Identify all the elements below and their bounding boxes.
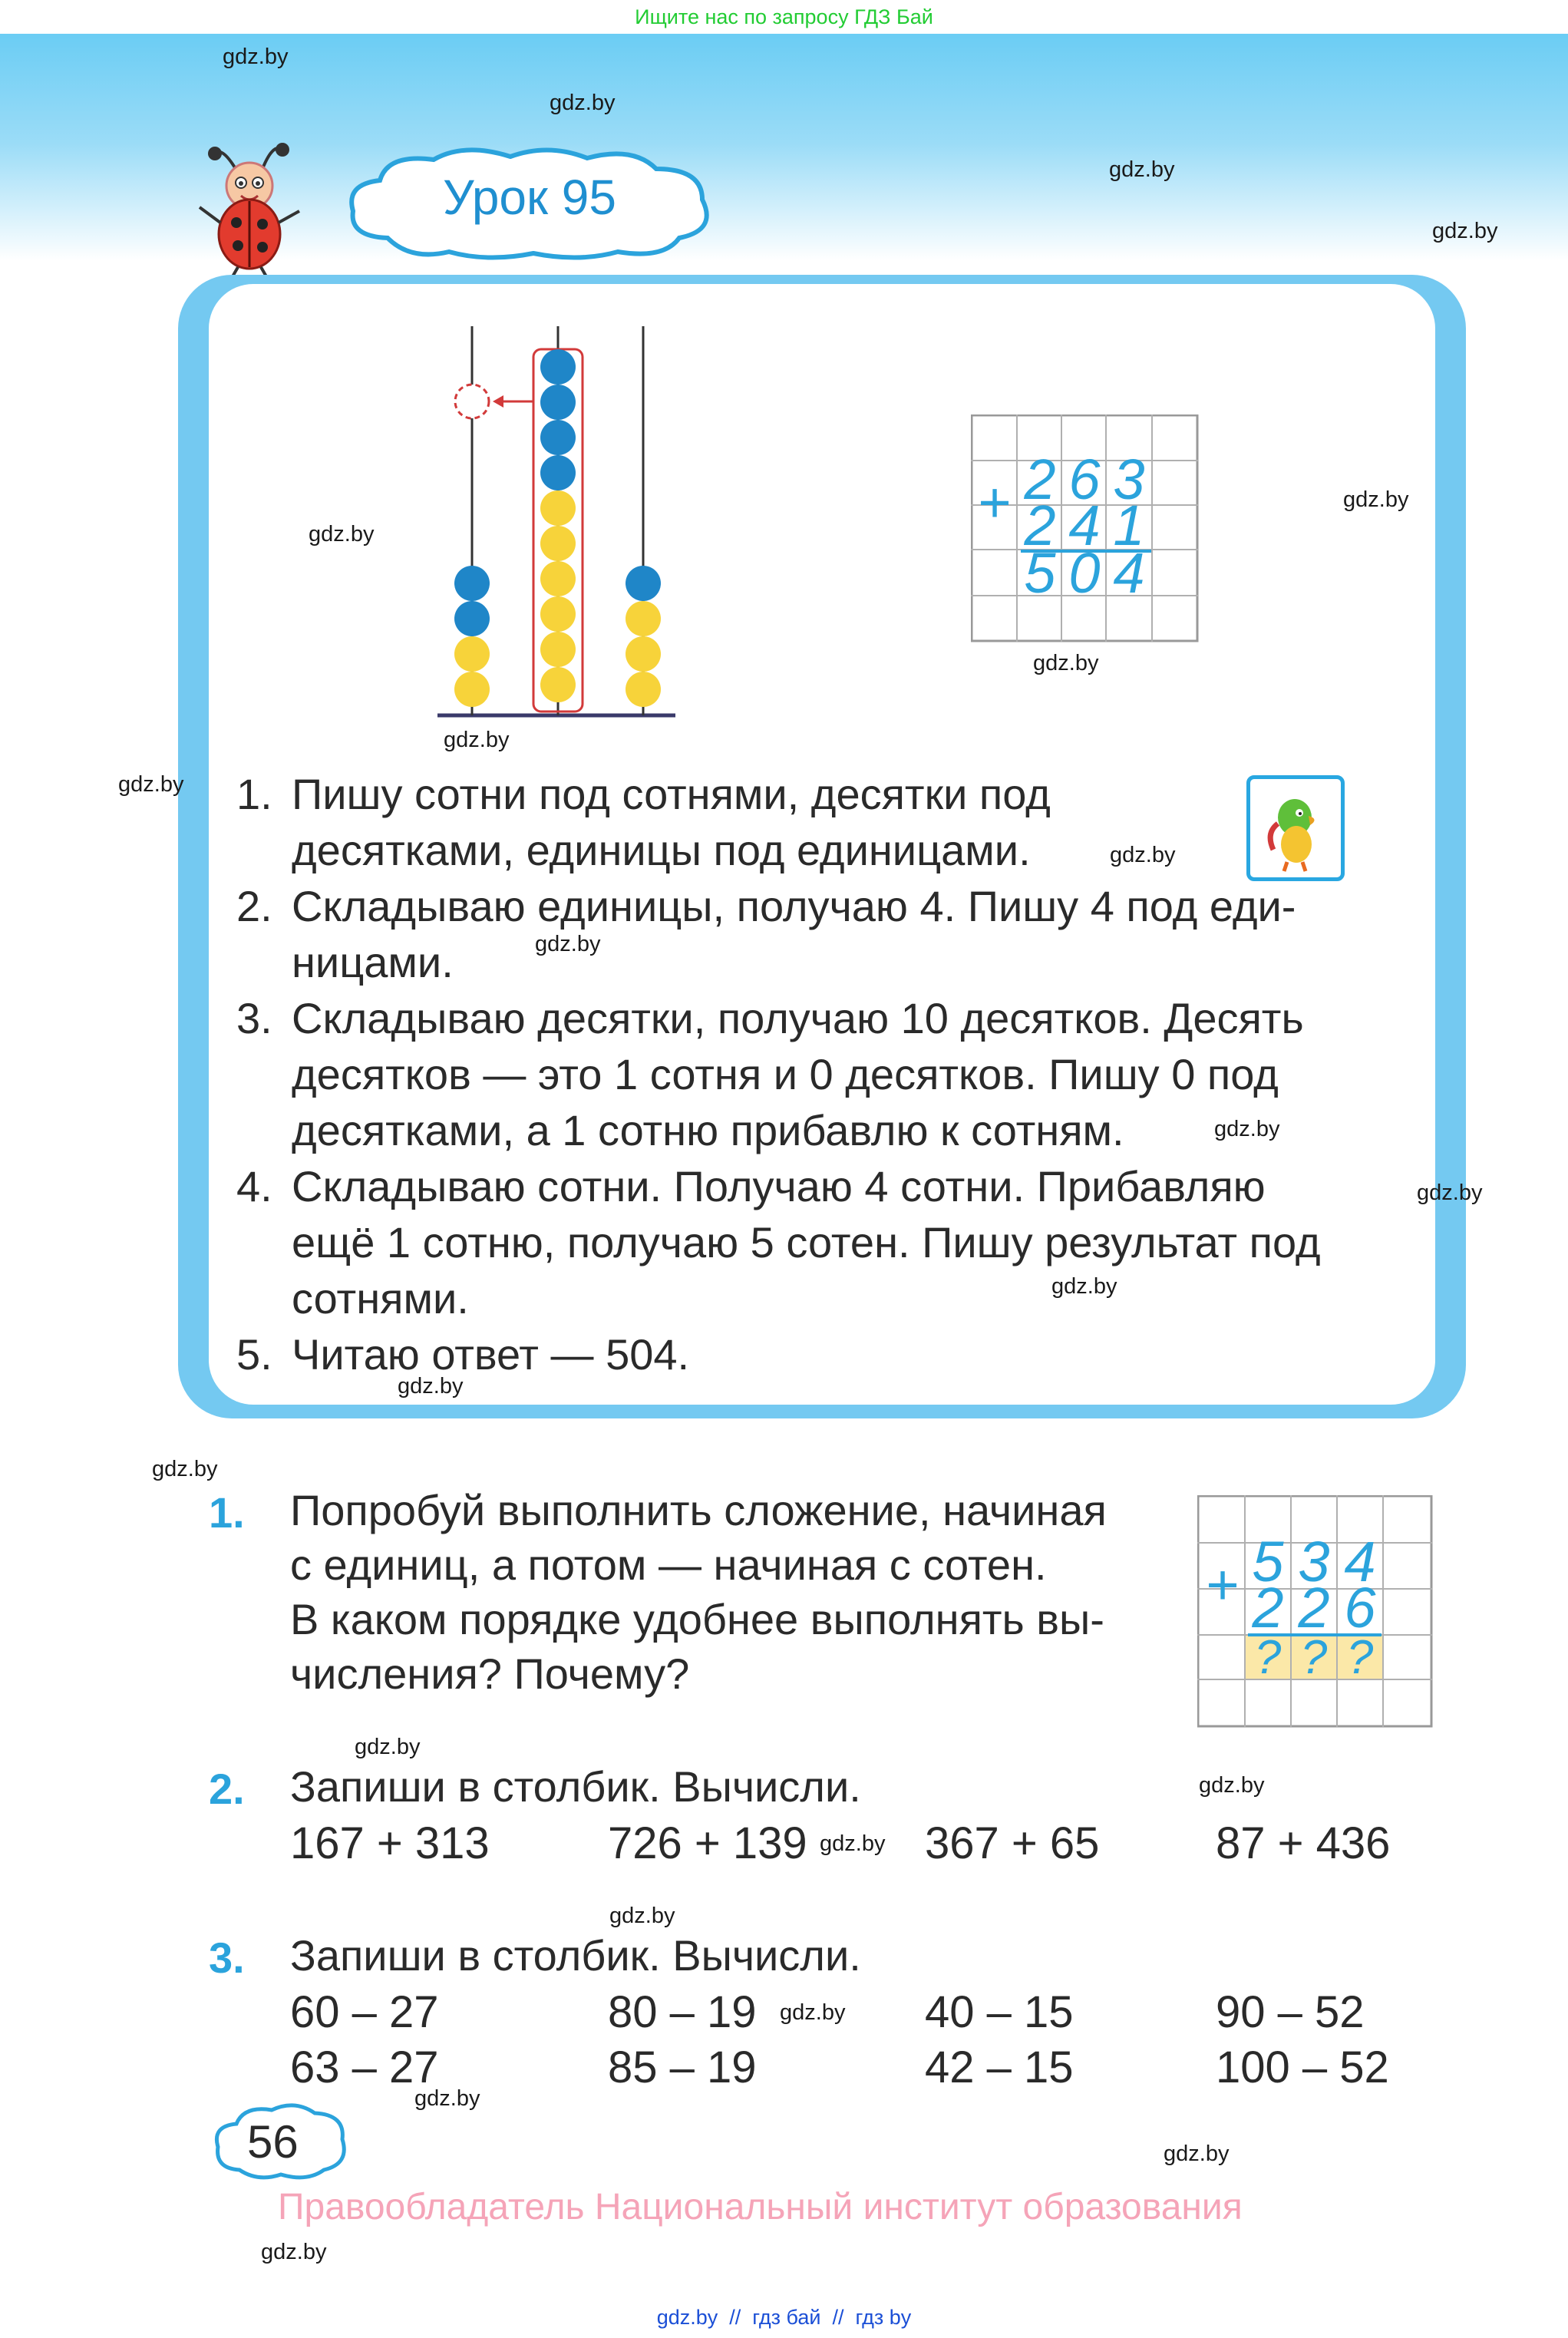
plus-sign: + [1205,1553,1239,1616]
watermark: gdz.by [355,1735,421,1759]
watermark: gdz.by [1109,157,1175,182]
grid-digit: 3 [1113,447,1145,511]
watermark: gdz.by [609,1904,675,1928]
ladybug-mascot-icon [192,138,307,280]
grid-digit: 4 [1113,541,1145,605]
watermark: gdz.by [1417,1181,1483,1205]
exercise-number: 2. [209,1765,245,1813]
watermark: gdz.by [309,522,375,547]
exercise-line: Попробуй выполнить сложение, начиная [290,1486,1107,1534]
expression: 42 – 15 [925,2042,1074,2092]
grid-question: ? [1300,1631,1328,1684]
expression: 60 – 27 [290,1987,439,2037]
expression: 367 + 65 [925,1818,1100,1868]
rule-step [236,878,1418,990]
watermark: gdz.by [444,728,510,752]
grid-digit: 1 [1113,494,1145,557]
exercise-1-text [290,1483,1165,1701]
watermark: gdz.by [414,2086,480,2111]
grid-digit: 6 [1344,1576,1376,1640]
watermark: gdz.by [535,932,601,956]
expression: 63 – 27 [290,2042,439,2092]
grid-digit: 6 [1068,447,1101,511]
watermark: gdz.by [1051,1274,1117,1299]
step-line: Складываю десятки, получаю 10 десятков. Десять [292,994,1304,1042]
expression: 87 + 436 [1216,1818,1391,1868]
exercise-line: с единиц, а потом — начиная с сотен. [290,1541,1047,1589]
rule-steps [236,766,1418,1382]
exercise-number: 3. [209,1933,245,1982]
step-line: десятками, а 1 сотню прибавлю к сотням. [292,1106,1124,1154]
step-line: сотнями. [292,1274,469,1323]
rule-step [236,766,1418,878]
expression: 100 – 52 [1216,2042,1389,2092]
watermark: gdz.by [820,1831,886,1856]
column-addition-grid [971,414,1201,645]
lesson-title: Урок 95 [443,170,616,225]
step-line: Складываю сотни. Получаю 4 сотни. Прибавляю [292,1162,1266,1210]
abacus-illustration [437,322,683,722]
watermark: gdz.by [223,45,289,69]
grid-question: ? [1346,1631,1374,1684]
expression: 85 – 19 [608,2042,757,2092]
grid-digit: 4 [1068,494,1101,557]
step-line: Пишу сотни под сотнями, десятки под [292,770,1051,818]
watermark: gdz.by [118,772,184,797]
watermark: gdz.by [1343,487,1409,512]
step-line: ницами. [292,938,454,986]
grid-digit: 5 [1024,541,1056,605]
exercise-line: числения? Почему? [290,1649,690,1698]
expression: 80 – 19 [608,1987,757,2037]
step-line: Складываю единицы, получаю 4. Пишу 4 под еди- [292,882,1296,930]
watermark: gdz.by [1033,651,1099,675]
grid-digit: 0 [1068,541,1101,605]
step-line: десятков — это 1 сотня и 0 десятков. Пишу 0 под [292,1050,1279,1098]
expression: 40 – 15 [925,1987,1074,2037]
grid-digit: 4 [1344,1530,1376,1593]
expression: 167 + 313 [290,1818,490,1868]
grid-question: ? [1254,1631,1282,1684]
exercise-line: В каком порядке удобнее выполнять вы- [290,1595,1104,1643]
exercise-1-grid [1197,1495,1434,1729]
expression: 90 – 52 [1216,1987,1365,2037]
watermark: gdz.by [152,1457,218,1481]
watermark: gdz.by [1199,1773,1265,1798]
watermark: gdz.by [550,91,616,115]
watermark: gdz.by [398,1374,464,1399]
grid-digit: 2 [1298,1576,1330,1640]
watermark: gdz.by [780,2000,846,2025]
top-search-hint-bar [0,0,1568,34]
step-number: 3. [236,994,272,1042]
grid-digit: 2 [1024,447,1056,511]
rule-step [236,1158,1418,1326]
exercise-number: 1. [209,1488,245,1537]
watermark: gdz.by [261,2240,327,2264]
grid-digit: 3 [1298,1530,1330,1593]
step-line: десятками, единицы под единицами. [292,826,1031,874]
step-number: 1. [236,770,272,818]
search-hint-text[interactable]: Ищите нас по запросу ГДЗ Бай [635,5,933,28]
grid-digit: 2 [1252,1576,1284,1640]
step-number: 2. [236,882,272,930]
watermark: gdz.by [1164,2142,1230,2166]
exercise-3-title: Запиши в столбик. Вычисли. [290,1931,861,1980]
exercise-2-title: Запиши в столбик. Вычисли. [290,1762,861,1811]
step-number: 5. [236,1330,272,1379]
watermark: gdz.by [1214,1117,1280,1141]
watermark: gdz.by [1110,843,1176,867]
expression: 726 + 139 [608,1818,807,1868]
grid-digit: 2 [1024,494,1056,557]
step-line: Читаю ответ — 504. [292,1330,690,1379]
step-number: 4. [236,1162,272,1210]
bottom-site-links[interactable]: gdz.by // гдз бай // гдз by [656,2306,912,2329]
watermark: gdz.by [1432,219,1498,243]
grid-digit: 5 [1252,1530,1284,1593]
plus-sign: + [977,471,1011,534]
step-line: ещё 1 сотню, получаю 5 сотен. Пишу результат под [292,1218,1321,1266]
copyright-notice: Правообладатель Национальный институт образования [278,2187,1243,2227]
page-number: 56 [247,2116,299,2168]
